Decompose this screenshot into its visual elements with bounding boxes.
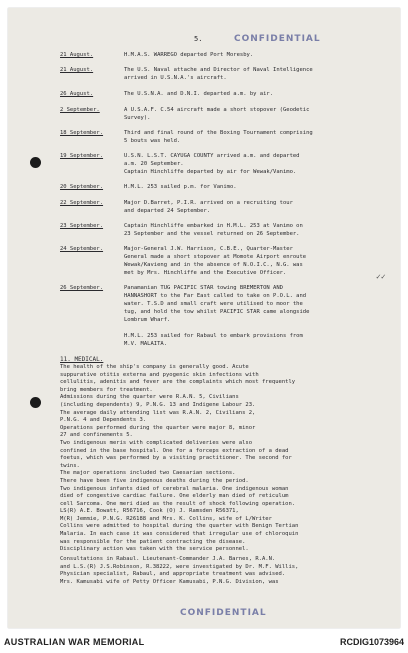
entry-date: 22 September.: [60, 200, 104, 206]
entry-date: 18 September.: [60, 130, 104, 136]
entry-text: Major-General J.W. Harrison, C.B.E., Quarter-Master General made a short stopover at Momote Airport enroute Wewak/Kavieng and in the absence of N.O.I.C., N.G. was met by Mrs. Hinchliffe and the Executive Officer.: [124, 246, 307, 276]
document-page: [8, 8, 400, 628]
entry-date: 2 September.: [60, 107, 100, 113]
handwritten-tick-mark: ✓✓: [376, 272, 386, 281]
archive-name: AUSTRALIAN WAR MEMORIAL: [4, 637, 145, 647]
entry-date: 20 September.: [60, 184, 104, 190]
entry-date: 26 August.: [60, 91, 94, 97]
entry-date: 23 September.: [60, 223, 104, 229]
confidential-stamp: CONFIDENTIAL: [234, 34, 321, 44]
entry-text: H.M.L. 253 sailed for Rabaul to embark provisions from M.V. MALAITA.: [124, 333, 303, 347]
entry-text: Major D.Barret, P.I.R. arrived on a recruiting tour and departed 24 September.: [124, 200, 293, 214]
entry-date: 21 August.: [60, 67, 94, 73]
punch-hole: [30, 157, 41, 168]
entry-text: U.S.N. L.S.T. CAYUGA COUNTY arrived a.m. and departed a.m. 20 September. Captain Hinchliffe departed by air for Wewak/Vanimo.: [124, 153, 300, 175]
medical-report-text: The health of the ship's company is generally good. Acute suppurative otitis externa and pyogenic skin infections with cellulitis, adenitis and fever are the complaints which most frequently bring members for treatment. Admissions during the quarter were R.A.N. 5, Civilians (including dependents) 9, P.N.G. 13 and Indigene Labour 23. The average daily attending list was R.A.N. 2, Civilians 2, P.N.G. 4 and Dependents 3. Operations performed during the quarter were major 8, minor 27 and confinements 5. Two indigenous meris with complicated deliveries were also confined in the base hospital. One for a forceps extraction of a dead foetus, which was performed by a visiting practitioner. The second for twins. The major operations included two Caesarian sections. There have been five indigenous deaths during the period. Two indigenous infants died of cerebral malaria. One indigenous woman died of congestive cardiac failure. One elderly man died of reticulum cell Sarcoma. One meri died as the result of shock following operation. LS(R) A.E. Bowatt, R56716, Cook (O) J. Ramsden R56371, M(R) Jemmie, P.N.G. R26188 and Mrs. K. Collins, wife of L/Writer Collins were admitted to hospital during the quarter with Benign Tertian Malaria. In each case it was considered that irregular use of chloroquin was responsible for the patient contracting the disease. Disciplinary action was taken with the service personnel.: [60, 364, 299, 553]
entry-text: Panamanian TUG PACIFIC STAR towing BREMERTON AND HANNASHORT to the Far East called to take on P.O.L. and water. T.S.D and small craft were utilised to moor the tug, and hold the tow whilst PACIFIC STAR came alongside Lombrum Wharf.: [124, 285, 310, 323]
entry-text: A U.S.A.F. C.54 aircraft made a short stopover (Geodetic Survey).: [124, 107, 310, 121]
entry-text: The U.S.N.A. and D.N.I. departed a.m. by air.: [124, 91, 274, 97]
page-number: 5.: [194, 35, 203, 43]
consultations-text: Consultations in Rabaul. Lieutenant-Commander J.A. Barnes, R.A.N. and L.S.(R) J.S.Robinson, R.38222, were investigated by Dr. M.F. Willis, Physician specialist, Rabaul, and appropriate treatment was advised. Mrs. Kamusabi wife of Petty Officer Kamusabi, P.N.G. Division, was: [60, 556, 299, 585]
punch-hole: [30, 397, 41, 408]
archive-footer: [0, 635, 408, 653]
entry-text: Third and final round of the Boxing Tournament comprising 5 bouts was held.: [124, 130, 313, 144]
entry-text: The U.S. Naval attache and Director of Naval Intelligence arrived in U.S.N.A.'s aircraft.: [124, 67, 313, 81]
entry-text: H.M.A.S. WARREGO departed Port Moresby.: [124, 52, 254, 58]
entry-text: H.M.L. 253 sailed p.m. for Vanimo.: [124, 184, 237, 190]
confidential-stamp-bottom: CONFIDENTIAL: [180, 608, 267, 618]
section-heading-medical: 11. MEDICAL.: [60, 356, 104, 363]
entry-date: 19 September.: [60, 153, 104, 159]
entry-text: Captain Hinchliffe embarked in H.M.L. 253 at Vanimo on 23 September and the vessel returned on 26 September.: [124, 223, 303, 237]
entry-date: 21 August.: [60, 52, 94, 58]
entry-date: 26 September.: [60, 285, 104, 291]
record-id: RCDIG1073964: [339, 637, 404, 647]
entry-date: 24 September.: [60, 246, 104, 252]
